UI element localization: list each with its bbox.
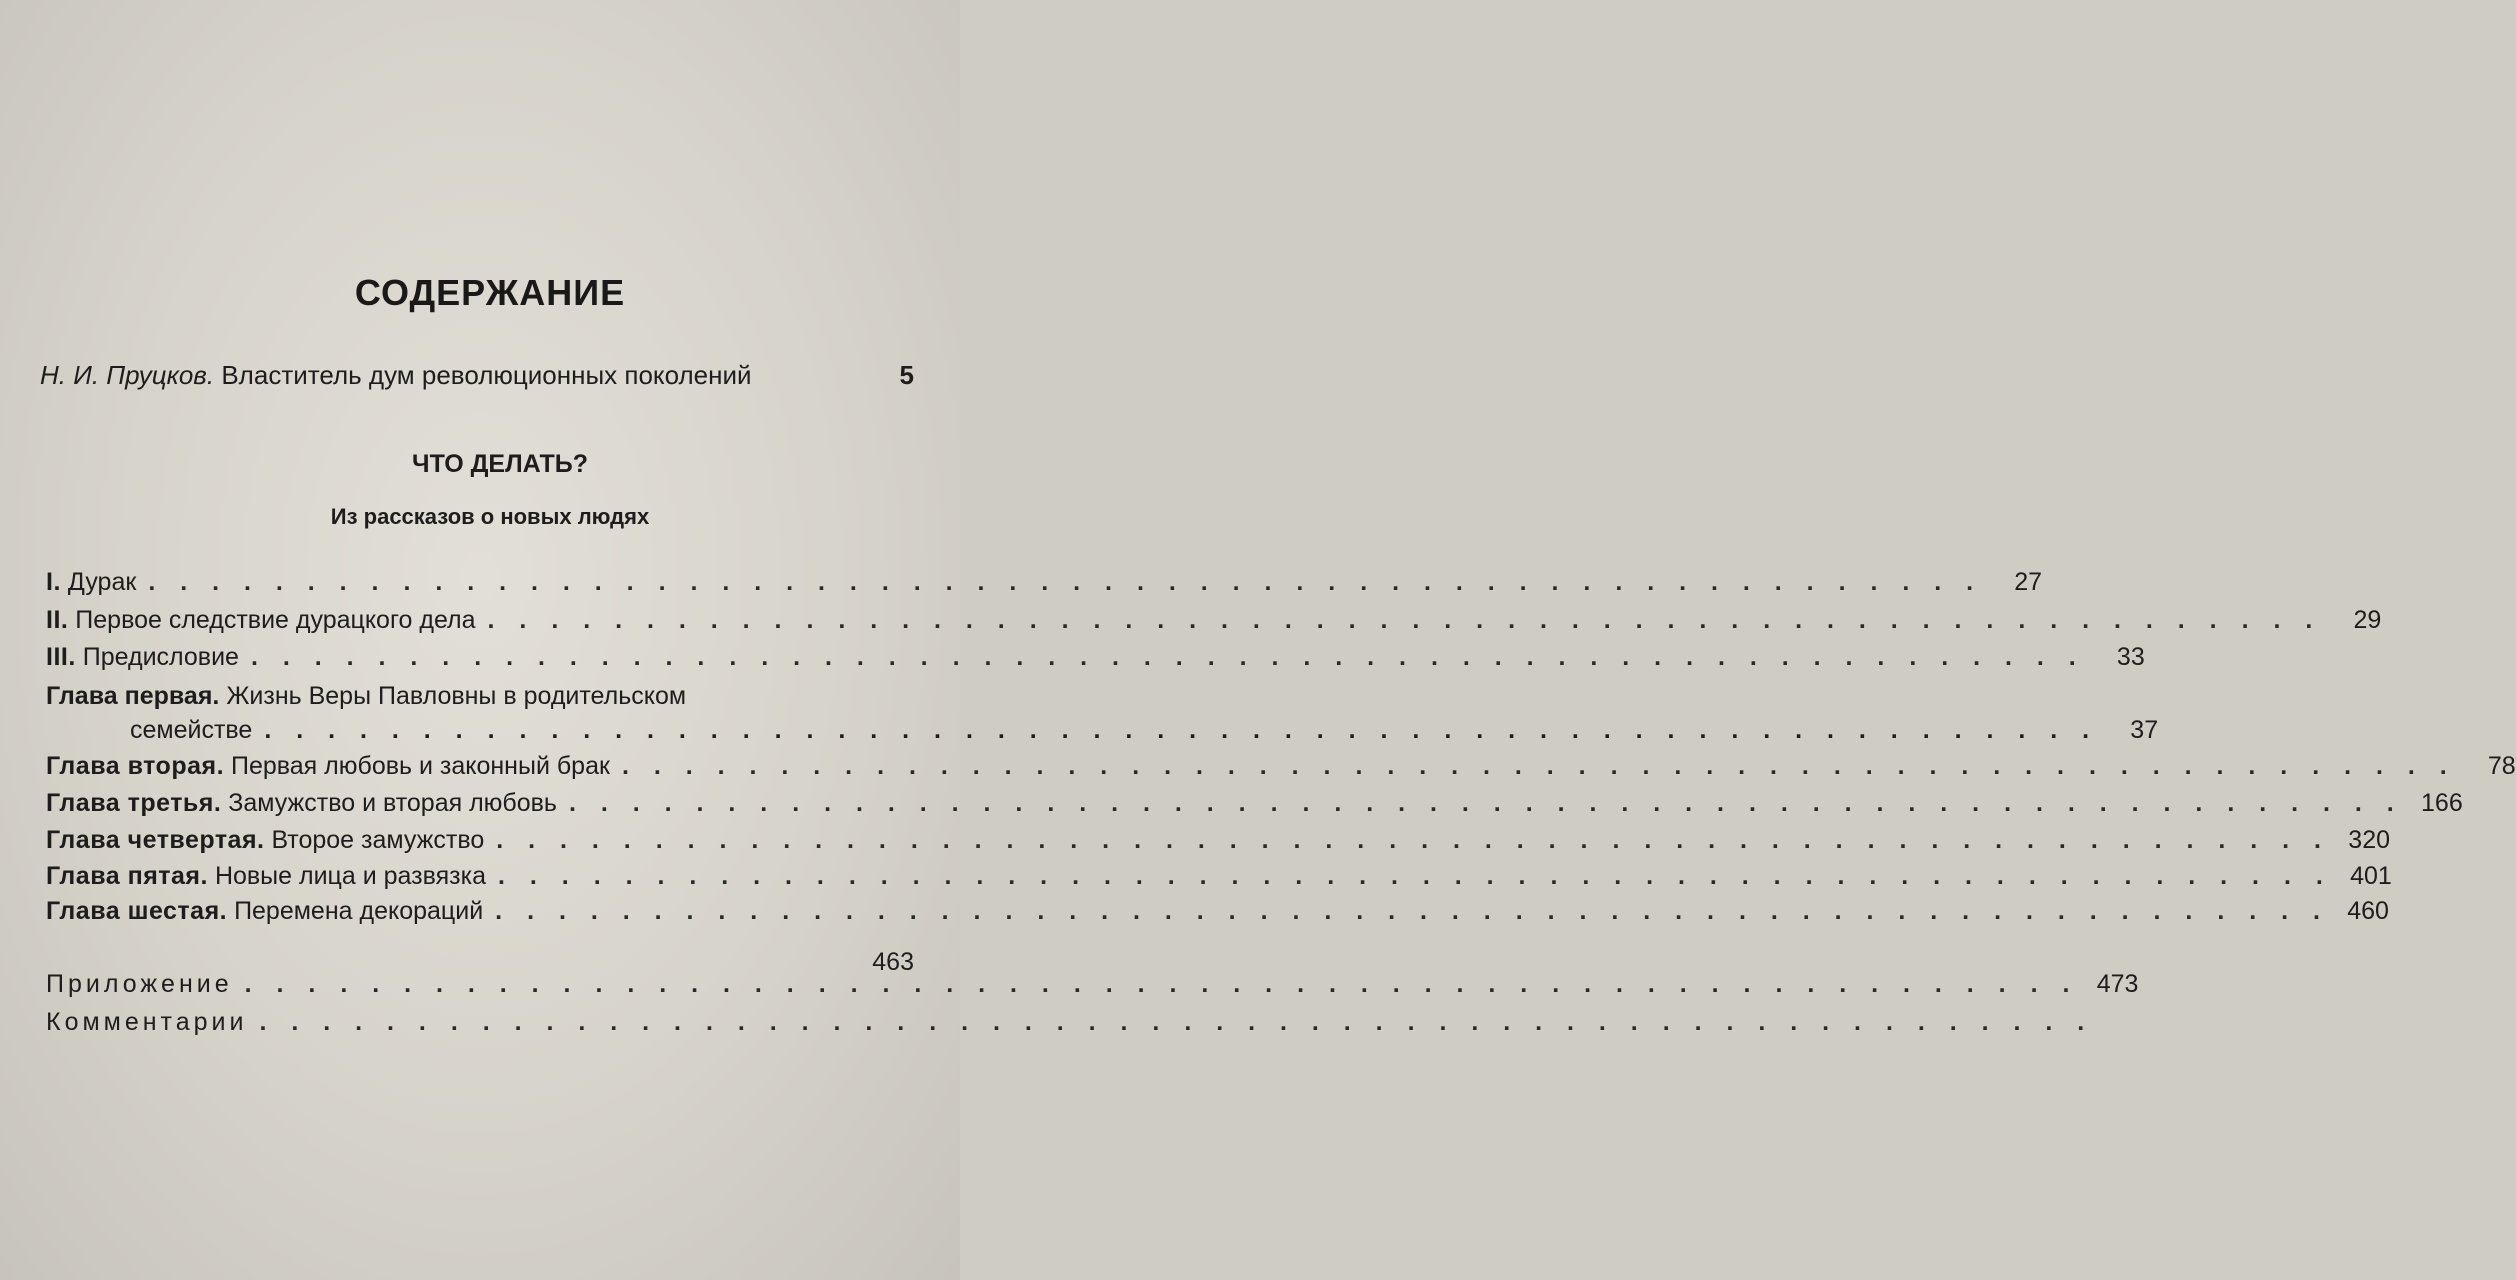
- toc-entry-page-number: 473: [2096, 970, 2139, 998]
- toc-entry-title: Первая любовь и законный брак: [231, 752, 610, 780]
- toc-entry-page-number: 320: [2348, 826, 2391, 854]
- toc-entry: [46, 826, 2391, 855]
- toc-entry-title: Приложение: [46, 970, 233, 998]
- toc-orphan-page-number: 463: [872, 948, 914, 976]
- toc-entry-page-number: 78: [2487, 752, 2516, 780]
- toc-leader-dots: . . . . . . . . . . . . . . . . . . . . . . . . . . . . . . . . . . . . . . . . . . . . . . . . . . . . . . . . . .: [496, 826, 2331, 854]
- toc-entry-title-line1: Жизнь Веры Павловны в родительском: [226, 682, 687, 710]
- toc-entry: [46, 862, 2392, 891]
- toc-entry-title: Новые лица и развязка: [214, 862, 487, 890]
- introduction-title: Властитель дум революционных поколений: [221, 360, 752, 390]
- toc-entry-prefix: Глава вторая.: [46, 752, 225, 780]
- toc-entry: [46, 606, 2382, 635]
- toc-entry-page-number: 33: [2116, 643, 2145, 671]
- toc-entry-prefix: Глава шестая.: [46, 897, 228, 925]
- toc-entry-prefix: III.: [46, 643, 76, 671]
- toc-entry-page-number: 460: [2347, 897, 2389, 925]
- toc-entry-page-number: 37: [2130, 716, 2159, 744]
- toc-entry-prefix: Глава третья.: [46, 789, 222, 817]
- toc-entry: [46, 752, 2516, 781]
- toc-entry-title-line2: семействе: [130, 716, 253, 744]
- toc-appendix-entry: [46, 970, 2139, 999]
- toc-leader-dots: . . . . . . . . . . . . . . . . . . . . . . . . . . . . . . . . . . . . . . . . . . . . . . . . . . . . . . . . . .: [148, 568, 1983, 596]
- toc-leader-dots: . . . . . . . . . . . . . . . . . . . . . . . . . . . . . . . . . . . . . . . . . . . . . . . . . . . . . . . . . .: [264, 716, 2099, 744]
- toc-entry-title: Комментарии: [46, 1008, 248, 1036]
- toc-leader-dots: . . . . . . . . . . . . . . . . . . . . . . . . . . . . . . . . . . . . . . . . . . . . . . . . . . . . . . . . . .: [495, 897, 2329, 925]
- toc-leader-dots: . . . . . . . . . . . . . . . . . . . . . . . . . . . . . . . . . . . . . . . . . . . . . . . . . . . . . . . . . .: [244, 970, 2079, 998]
- toc-entry-title: Замужство и вторая любовь: [228, 789, 557, 817]
- toc-entry-title: Второе замужство: [271, 826, 485, 854]
- toc-entry-page-number: 29: [2353, 606, 2382, 634]
- toc-leader-dots: . . . . . . . . . . . . . . . . . . . . . . . . . . . . . . . . . . . . . . . . . . . . . . . . . . . . . . . . . .: [250, 643, 2085, 671]
- toc-entry: [46, 643, 2145, 672]
- toc-entry-page-number: 27: [2014, 568, 2043, 596]
- introduction-page-number: 5: [899, 360, 914, 390]
- toc-entry-title: Первое следствие дурацкого дела: [75, 606, 476, 634]
- toc-entry: [46, 789, 2463, 818]
- bleed-through-text-bottom: [0, 1040, 960, 1250]
- work-title: ЧТО ДЕЛАТЬ?: [412, 450, 588, 478]
- toc-leader-dots: . . . . . . . . . . . . . . . . . . . . . . . . . . . . . . . . . . . . . . . . . . . . . . . . . . . . . . . . . .: [568, 789, 2403, 817]
- toc-entry-prefix: Глава первая.: [46, 682, 220, 710]
- introduction-author: Н. И. Пруцков.: [40, 360, 215, 390]
- work-subtitle: Из рассказов о новых людях: [330, 504, 650, 529]
- toc-entry-title: Перемена декораций: [234, 897, 484, 925]
- toc-entry-prefix: Глава четвертая.: [46, 826, 265, 854]
- toc-entry-prefix: I.: [46, 568, 61, 596]
- toc-leader-dots: . . . . . . . . . . . . . . . . . . . . . . . . . . . . . . . . . . . . . . . . . . . . . . . . . . . . . . . . . .: [498, 862, 2332, 890]
- toc-entry-page-number: 401: [2350, 862, 2392, 890]
- toc-entry-prefix: II.: [46, 606, 69, 634]
- toc-leader-dots: . . . . . . . . . . . . . . . . . . . . . . . . . . . . . . . . . . . . . . . . . . . . . . . . . . . . . . . . . .: [259, 1008, 2094, 1036]
- toc-entry-title: Предисловие: [82, 643, 239, 671]
- toc-entry: [46, 897, 2389, 926]
- toc-entry: [46, 568, 2043, 597]
- toc-leader-dots: . . . . . . . . . . . . . . . . . . . . . . . . . . . . . . . . . . . . . . . . . . . . . . . . . . . . . . . . . .: [621, 752, 2456, 780]
- toc-appendix-entry: [46, 1008, 2094, 1037]
- toc-entry-title: Дурак: [67, 568, 137, 596]
- page-title: СОДЕРЖАНИЕ: [354, 272, 626, 314]
- toc-entry-page-number: 166: [2421, 789, 2463, 817]
- toc-leader-dots: . . . . . . . . . . . . . . . . . . . . . . . . . . . . . . . . . . . . . . . . . . . . . . . . . . . . . . . . . .: [487, 606, 2322, 634]
- toc-entry-prefix: Глава пятая.: [46, 862, 208, 890]
